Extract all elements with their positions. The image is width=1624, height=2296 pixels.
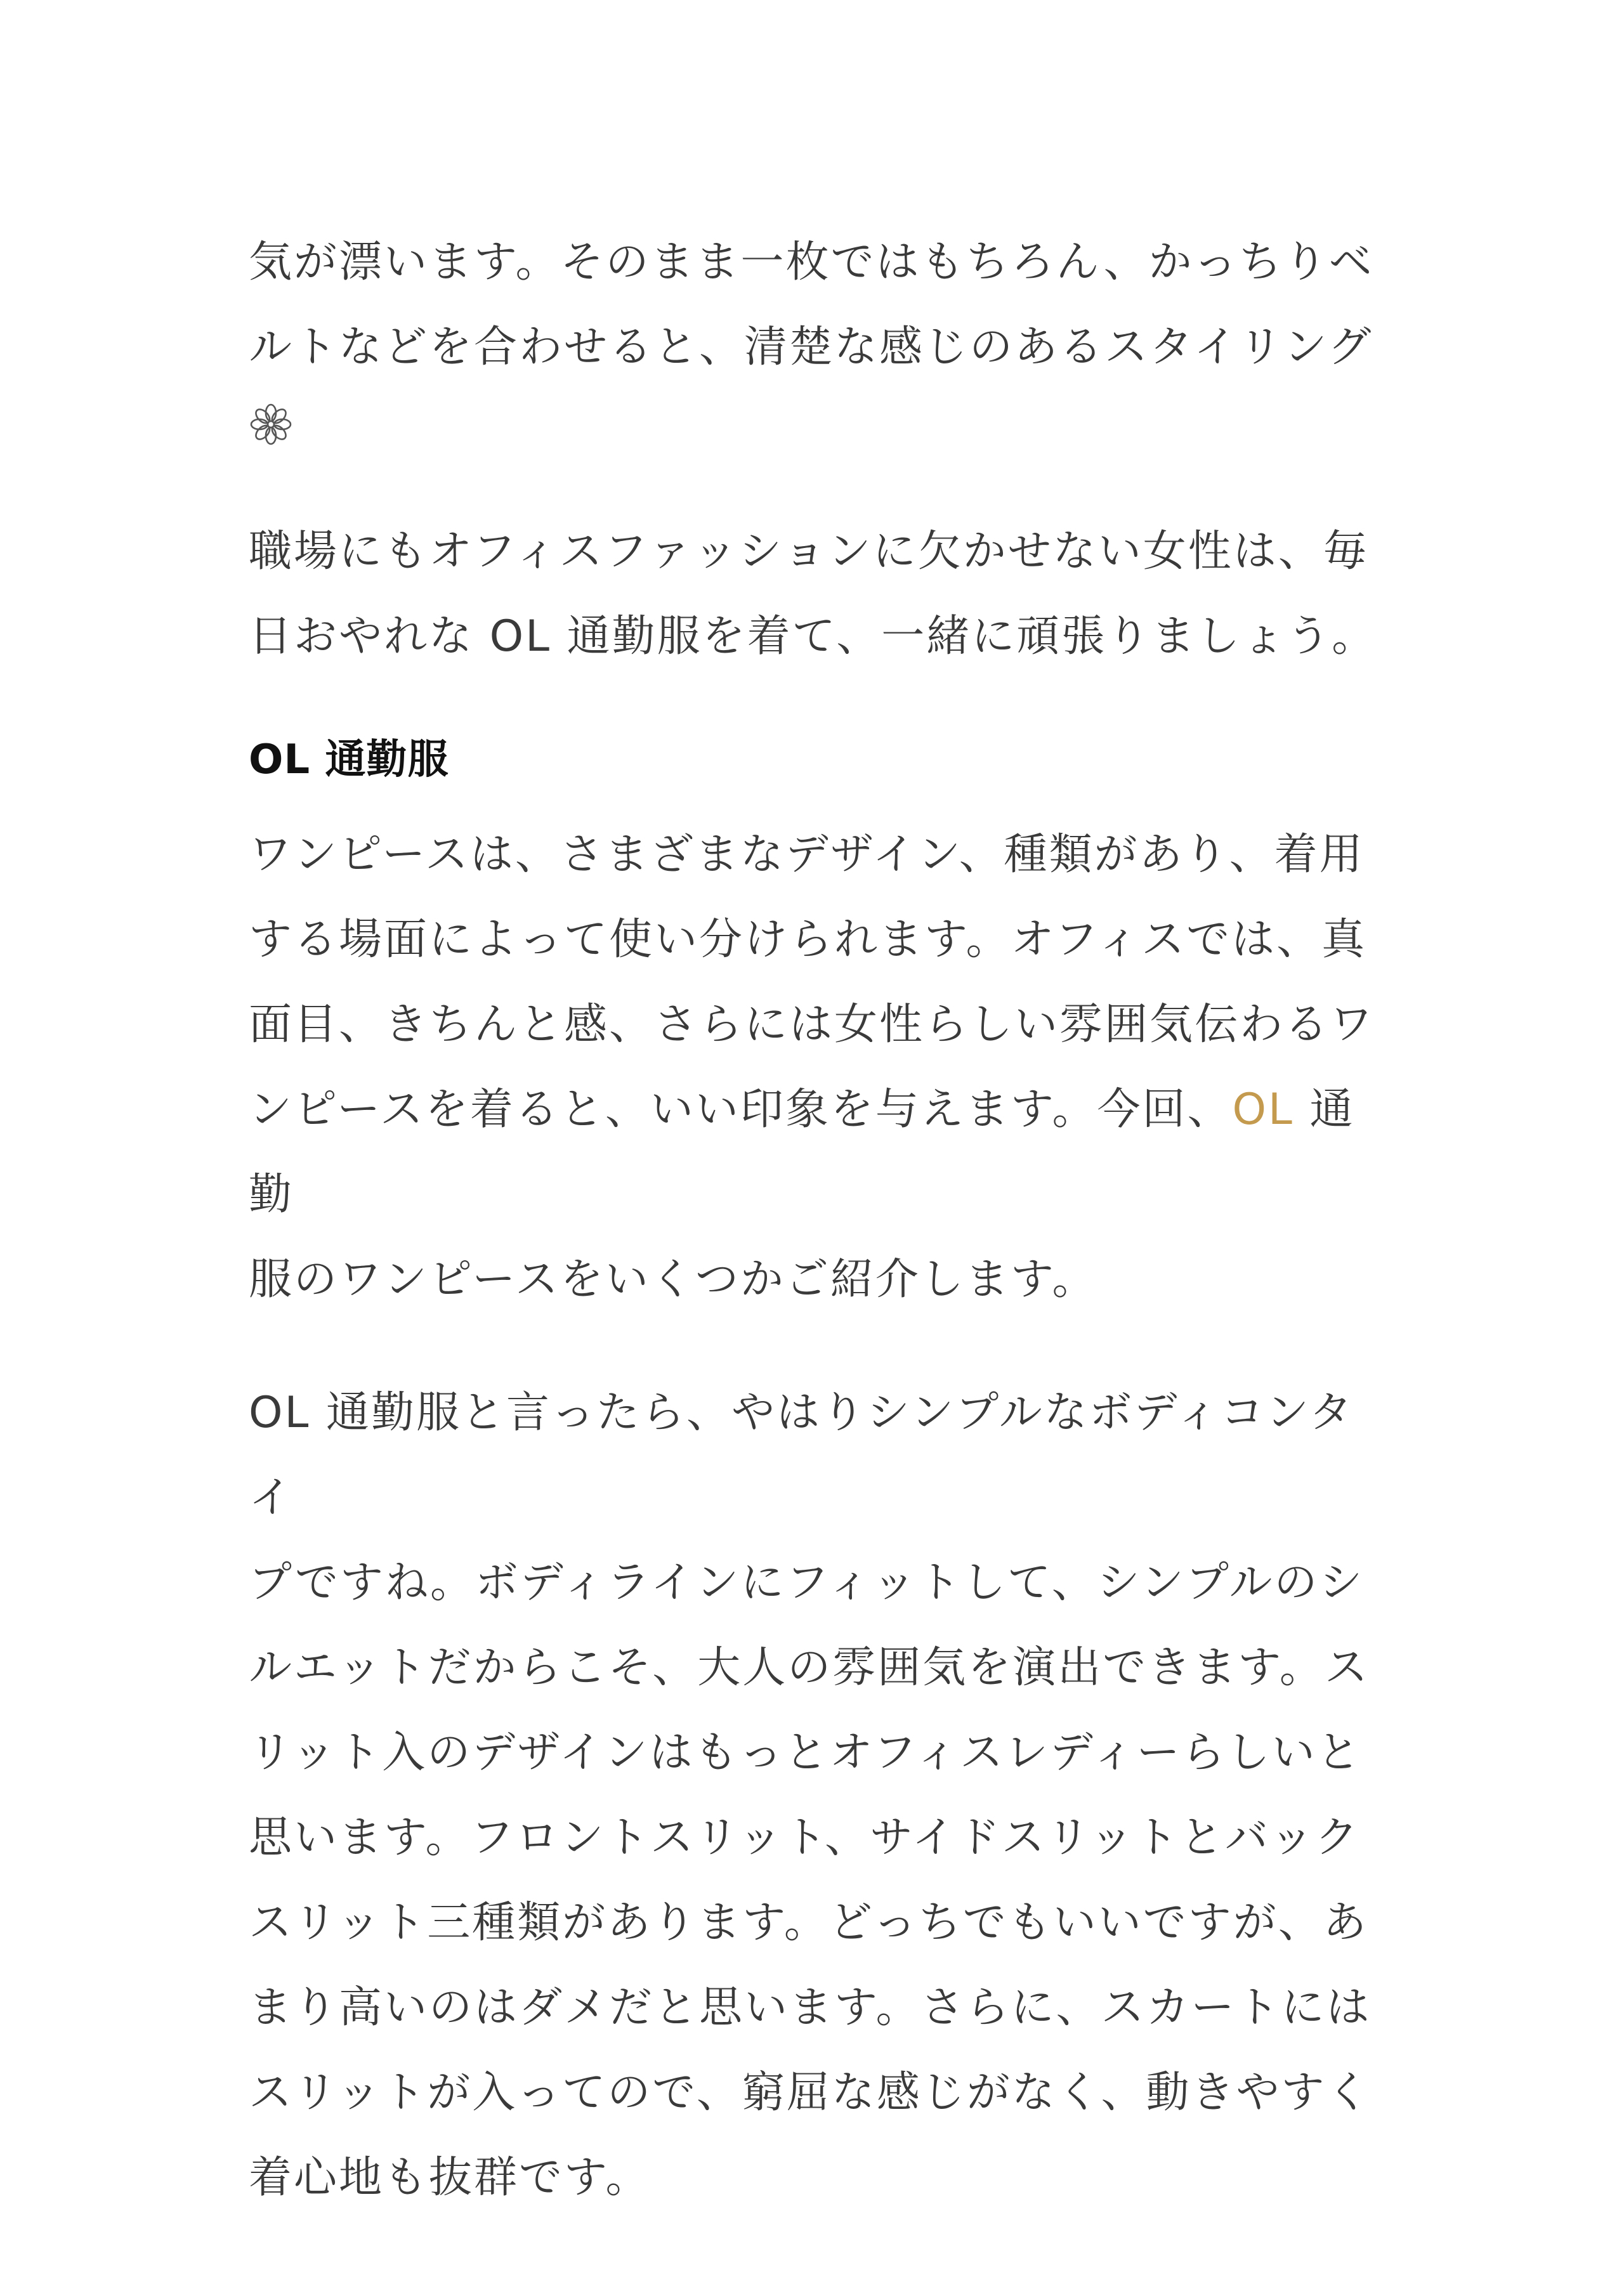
onepiece-text-before-link: ワンピースは、さまざまなデザイン、種類があり、着用 する場面によって使い分けられます。オフィスでは、真 面目、きちんと感、さらには女性らしい雰囲気伝わるワ ンピースを着ると、いい印象を与えます。今回、	[249, 830, 1375, 1135]
section-heading: OL 通勤服	[249, 736, 449, 783]
bodycon-paragraph: OL 通勤服と言ったら、やはりシンプルなボディコンタイ プですね。ボディラインにフィットして、シンプルのシ ルエットだからこそ、大人の雰囲気を演出できます。ス リット入のデザインはもっとオフィスレディーらしいと 思います。フロントスリット、サイドスリットとバック スリット三種類があります。どっちでもいいですが、あ まり高いのはダメだと思います。さらに、スカートには スリットが入ってので、窮屈な感じがなく、動きやすく 着心地も抜群です。	[249, 1388, 1372, 2203]
article-body	[249, 220, 1397, 2221]
onepiece-paragraph	[249, 812, 1397, 1322]
flower-icon	[249, 402, 293, 447]
ol-link[interactable]: OL	[1232, 1085, 1294, 1135]
closing-paragraph: 職場にもオフィスファッションに欠かせない女性は、毎 日おやれな OL 通勤服を着て、一緒に頑張りましょう。	[249, 526, 1377, 662]
decorative-flower	[249, 393, 1397, 456]
onepiece-text-after-link: 通勤 服のワンピースをいくつかご紹介します。	[249, 1085, 1355, 1305]
intro-paragraph: 気が漂います。そのまま一枚ではもちろん、かっちりベ ルトなどを合わせると、清楚な感じのあるスタイリング	[249, 237, 1374, 372]
